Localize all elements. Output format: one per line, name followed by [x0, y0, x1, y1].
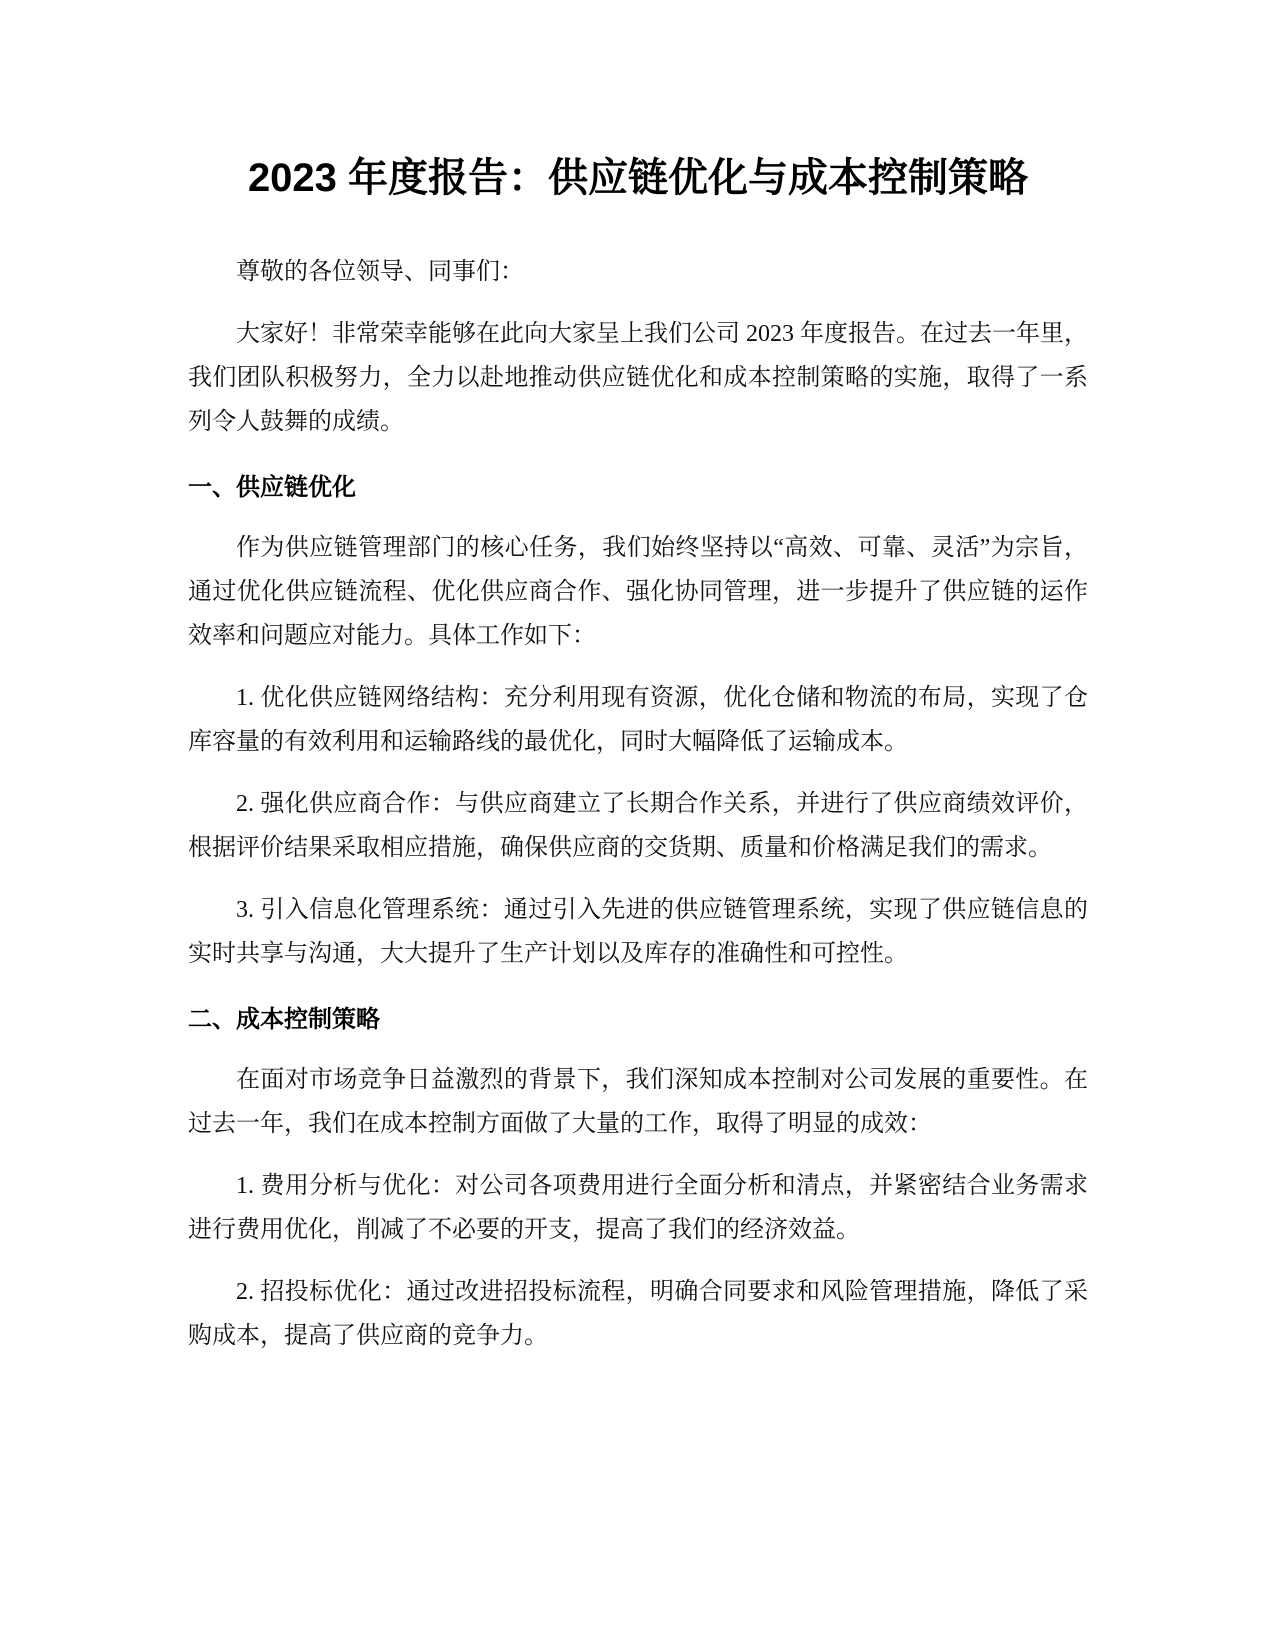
section-heading-cost-control: 二、成本控制策略 — [188, 1006, 380, 1033]
supply-chain-item-2: 2. 强化供应商合作：与供应商建立了长期合作关系，并进行了供应商绩效评价，根据评价结果采取相应措施，确保供应商的交货期、质量和价格满足我们的需求。 — [188, 791, 1088, 861]
supply-chain-overview-paragraph: 作为供应链管理部门的核心任务，我们始终坚持以“高效、可靠、灵活”为宗旨，通过优化供应链流程、优化供应商合作、强化协同管理，进一步提升了供应链的运作效率和问题应对能力。具体工作如下： — [188, 535, 1088, 649]
document-body — [188, 150, 1088, 1376]
section-heading-supply-chain: 一、供应链优化 — [188, 474, 356, 501]
cost-control-item-2: 2. 招投标优化：通过改进招投标流程，明确合同要求和风险管理措施，降低了采购成本，提高了供应商的竞争力。 — [188, 1279, 1088, 1349]
supply-chain-item-3: 3. 引入信息化管理系统：通过引入先进的供应链管理系统，实现了供应链信息的实时共享与沟通，大大提升了生产计划以及库存的准确性和可控性。 — [188, 897, 1088, 967]
document-title: 2023 年度报告：供应链优化与成本控制策略 — [247, 156, 1029, 200]
greeting-paragraph: 尊敬的各位领导、同事们： — [236, 259, 524, 285]
supply-chain-item-1: 1. 优化供应链网络结构：充分利用现有资源，优化仓储和物流的布局，实现了仓库容量的有效利用和运输路线的最优化，同时大幅降低了运输成本。 — [188, 685, 1088, 755]
intro-paragraph: 大家好！非常荣幸能够在此向大家呈上我们公司 2023 年度报告。在过去一年里，我们团队积极努力，全力以赴地推动供应链优化和成本控制策略的实施，取得了一系列令人鼓舞的成绩。 — [188, 321, 1088, 435]
cost-control-overview-paragraph: 在面对市场竞争日益激烈的背景下，我们深知成本控制对公司发展的重要性。在过去一年，我们在成本控制方面做了大量的工作，取得了明显的成效： — [188, 1067, 1088, 1137]
cost-control-item-1: 1. 费用分析与优化：对公司各项费用进行全面分析和清点，并紧密结合业务需求进行费用优化，削减了不必要的开支，提高了我们的经济效益。 — [188, 1173, 1088, 1243]
